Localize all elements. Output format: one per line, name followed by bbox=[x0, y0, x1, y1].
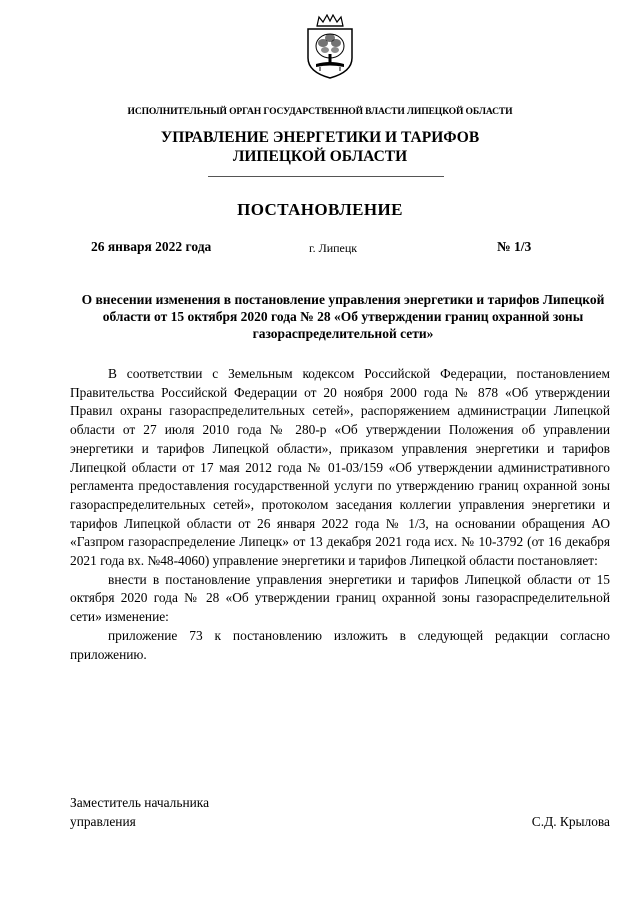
signer-position-line-2: управления bbox=[70, 813, 136, 829]
department-line-2: ЛИПЕЦКОЙ ОБЛАСТИ bbox=[232, 148, 408, 165]
document-subject: О внесении изменения в постановление управления энергетики и тарифов Липецкой области от 15 октября 2020 года № 28 «Об утверждении границ охранной зоны газораспределительной сети» bbox=[81, 292, 605, 341]
signature-block bbox=[70, 794, 610, 831]
document-type: ПОСТАНОВЛЕНИЕ bbox=[237, 200, 403, 219]
document-city: г. Липецк bbox=[309, 241, 358, 255]
signer-name: С.Д. Крылова bbox=[531, 813, 610, 829]
signer-position-line-1: Заместитель начальника bbox=[70, 795, 210, 810]
department-line-1: УПРАВЛЕНИЕ ЭНЕРГЕТИКИ И ТАРИФОВ bbox=[160, 129, 480, 146]
org-line: ИСПОЛНИТЕЛЬНЫЙ ОРГАН ГОСУДАРСТВЕННОЙ ВЛАСТИ ЛИПЕЦКОЙ ОБЛАСТИ bbox=[127, 106, 513, 117]
coat-of-arms-icon bbox=[303, 14, 357, 80]
body-paragraph: В соответствии с Земельным кодексом Российской Федерации, постановлением Правительства Российской Федерации от 20 ноября 2000 года № 878 «Об утверждении Правил охраны газораспределительных сетей», распоряжением администрации Липецкой области от 27 июля 2010 года № 280-р «Об утверждении Положения об управлении энергетики и тарифов Липецкой области», приказом управления энергетики и тарифов Липецкой области от 17 мая 2012 года № 01-03/159 «Об утверждении административного регламента предоставления государственной услуги по утверждению границ охранной зоны газораспределительных сетей», протоколом заседания коллегии управления энергетики и тарифов Липецкой области от 26 января 2022 года № 1/3, на основании обращения АО «Газпром газораспределение Липецк» от 13 декабря 2021 года исх. № 10-3792 (от 16 декабря 2021 года вх. №48-4060) управление энергетики и тарифов Липецкой области постановляет: bbox=[70, 366, 610, 569]
body-paragraph: внести в постановление управления энергетики и тарифов Липецкой области от 15 октября 2020 года № 28 «Об утверждении границ охранной зоны газораспределительной сети» изменение: bbox=[70, 571, 610, 625]
document-date: 26 января 2022 года bbox=[91, 239, 212, 254]
body-paragraph: приложение 73 к постановлению изложить в следующей редакции согласно приложению. bbox=[70, 627, 610, 662]
document-number: № 1/3 bbox=[497, 239, 532, 254]
department-name bbox=[0, 128, 640, 166]
document-body bbox=[70, 365, 610, 664]
header-divider bbox=[208, 176, 444, 177]
